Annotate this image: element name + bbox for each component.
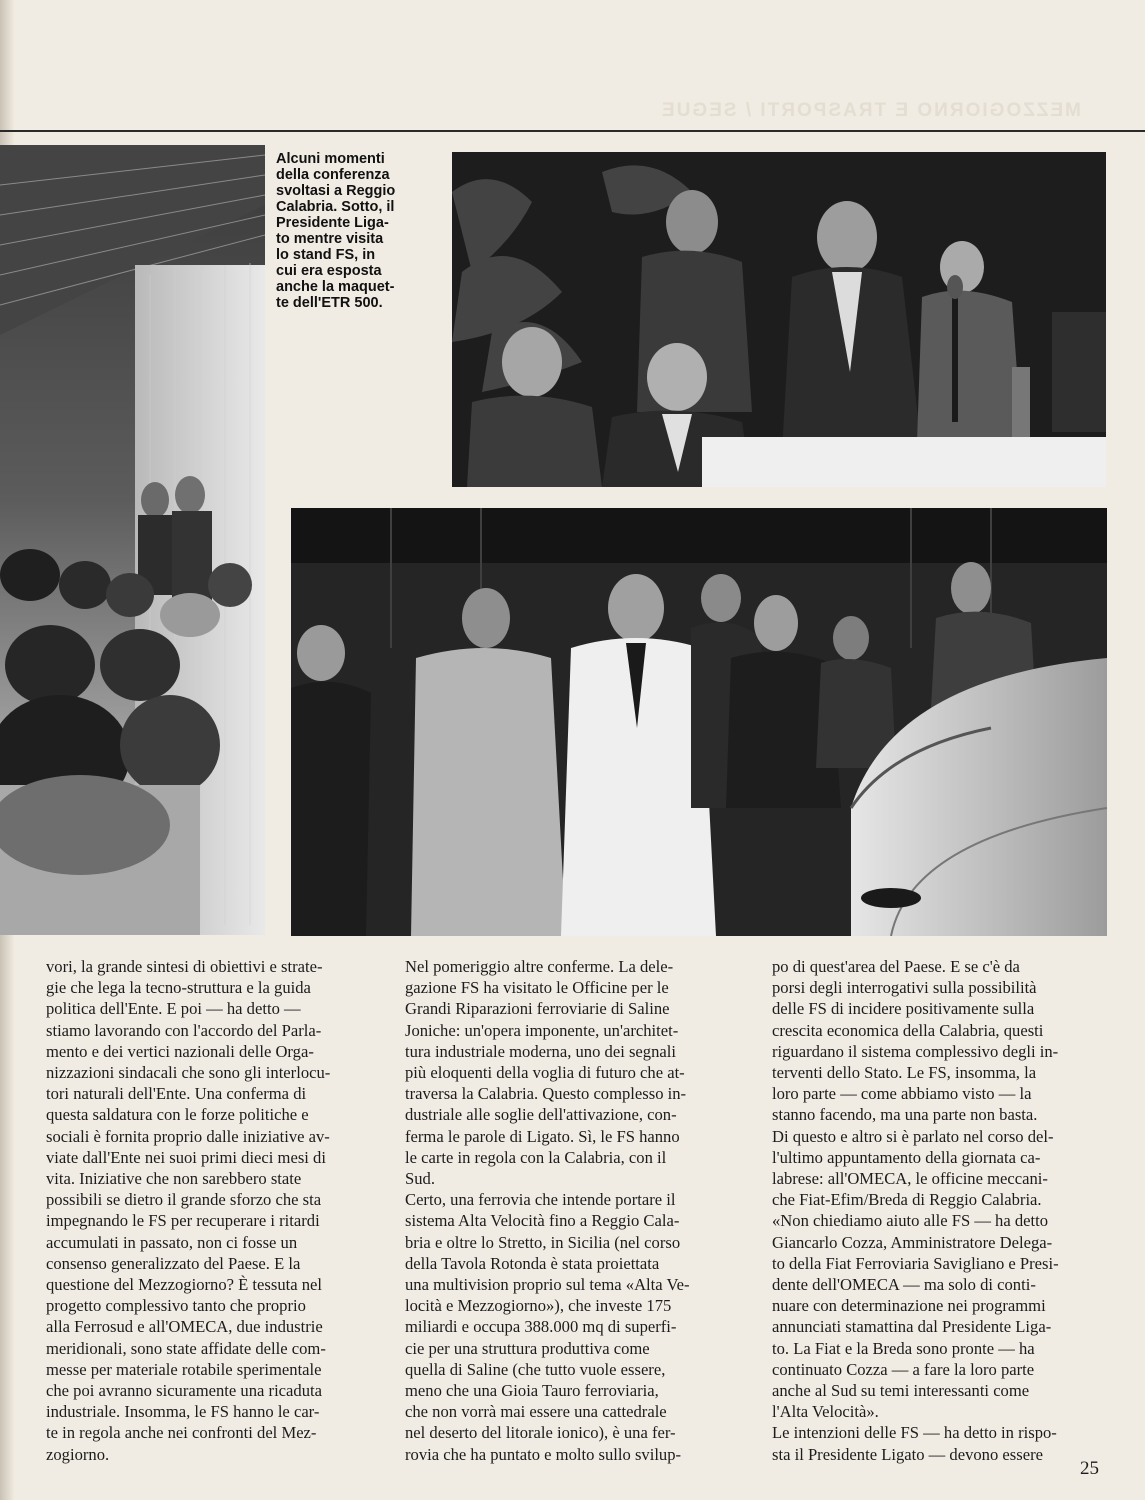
text-line: sociali è fornita proprio dalle iniziative av- xyxy=(46,1126,330,1146)
text-line: industriale. Insomma, le FS hanno le car- xyxy=(46,1402,320,1422)
text-line: stiamo lavorando con l'accordo del Parla- xyxy=(46,1020,322,1040)
text-line: questa saldatura con le forze politiche e xyxy=(46,1105,309,1125)
text-line: tura industriale moderna, uno dei segnali xyxy=(405,1041,676,1061)
text-line: «Non chiediamo aiuto alle FS — ha detto xyxy=(772,1211,1049,1231)
text-line: stanno facendo, ma una parte non basta. xyxy=(772,1105,1038,1125)
text-line: politica dell'Ente. E poi — ha detto — xyxy=(46,999,301,1019)
text-line: meno che una Gioia Tauro ferroviaria, xyxy=(405,1381,659,1401)
text-line: te in regola anche nei confronti del Mez- xyxy=(46,1423,317,1443)
text-line: che non vorrà mai essere una cattedrale xyxy=(405,1402,667,1422)
text-line: sta il Presidente Ligato — devono essere xyxy=(772,1444,1043,1464)
caption-line: te dell'ETR 500. xyxy=(276,295,383,311)
text-line: gie che lega la tecno-struttura e la guida xyxy=(46,978,311,998)
article-column-1 xyxy=(46,956,391,1465)
text-line: po di quest'area del Paese. E se c'è da xyxy=(772,957,1020,976)
text-line: sistema Alta Velocità fino a Reggio Cala- xyxy=(405,1211,680,1231)
text-line: porsi degli interrogativi sulla possibilità xyxy=(772,978,1037,998)
text-line: Nel pomeriggio altre conferme. La dele- xyxy=(405,957,674,976)
text-line: l'Alta Velocità». xyxy=(772,1402,879,1422)
caption-line: Presidente Liga- xyxy=(276,215,389,231)
article-column-3 xyxy=(772,956,1117,1465)
text-line: to della Fiat Ferroviaria Savigliano e Presi- xyxy=(772,1253,1059,1273)
text-line: traversa la Calabria. Questo complesso in- xyxy=(405,1084,687,1104)
text-line: Joniche: un'opera imponente, un'architet- xyxy=(405,1020,679,1040)
caption-line: cui era esposta xyxy=(276,263,382,279)
text-line: Le intenzioni delle FS — ha detto in rispo- xyxy=(772,1423,1057,1443)
text-line: nizzazioni sindacali che sono gli interlocu- xyxy=(46,1063,331,1083)
text-line: anche al Sud su temi interessanti come xyxy=(772,1381,1030,1401)
caption-line: anche la maquet- xyxy=(276,279,395,295)
text-line: della Tavola Rotonda è stata proiettata xyxy=(405,1253,660,1273)
text-line: terventi dello Stato. Le FS, insomma, la xyxy=(772,1063,1037,1083)
article-column-2 xyxy=(405,956,747,1465)
text-line: continuato Cozza — a fare la loro parte xyxy=(772,1359,1035,1379)
text-line: che Fiat-Efim/Breda di Reggio Calabria. xyxy=(772,1190,1042,1210)
text-line: le carte in regola con la Calabria, con il xyxy=(405,1147,667,1167)
text-line: gazione FS ha visitato le Officine per le xyxy=(405,978,669,998)
text-line: alla Ferrosud e all'OMECA, due industrie xyxy=(46,1317,323,1337)
text-line: mento e dei vertici nazionali delle Orga- xyxy=(46,1041,314,1061)
text-line: l'ultimo appuntamento della giornata ca- xyxy=(772,1147,1041,1167)
text-line: messe per materiale rotabile sperimentale xyxy=(46,1359,322,1379)
text-line: Di questo e altro si è parlato nel corso del- xyxy=(772,1126,1054,1146)
caption-line: to mentre visita xyxy=(276,231,384,247)
text-line: una multivision proprio sul tema «Alta Ve- xyxy=(405,1275,690,1295)
text-line: tori naturali dell'Ente. Una conferma di xyxy=(46,1084,307,1104)
caption-line: Calabria. Sotto, il xyxy=(276,199,395,215)
text-line: nuare con determinazione nei programmi xyxy=(772,1296,1046,1316)
section-header-showthrough: MEZZOGIORNO E TRASPORTI / SEGUE xyxy=(660,100,1081,121)
text-line: delle FS di incidere positivamente sulla xyxy=(772,999,1035,1019)
caption-line: della conferenza xyxy=(276,167,390,183)
text-line: viate dall'Ente nei suoi primi dieci mesi di xyxy=(46,1147,326,1167)
text-line: dente dell'OMECA — ma solo di conti- xyxy=(772,1275,1036,1295)
text-line: rovia che ha puntato e molto sullo svilup- xyxy=(405,1444,682,1464)
text-line: Grandi Riparazioni ferroviarie di Saline xyxy=(405,999,670,1019)
text-line: questione del Mezzogiorno? È tessuta nel xyxy=(46,1275,323,1295)
text-line: Sud. xyxy=(405,1169,435,1189)
text-line: cie per una struttura produttiva come xyxy=(405,1338,650,1358)
photo-fs-stand-visit xyxy=(291,508,1107,936)
text-line: vori, la grande sintesi di obiettivi e strate- xyxy=(46,957,323,976)
page-number: 25 xyxy=(1080,1458,1099,1479)
photo-conference-audience xyxy=(0,145,265,935)
text-line: consenso generalizzato del Paese. E la xyxy=(46,1253,301,1273)
text-line: Giancarlo Cozza, Amministratore Delega- xyxy=(772,1232,1053,1252)
photo-conference-handshake xyxy=(452,152,1106,487)
text-line: to. La Fiat e la Breda sono pronte — ha xyxy=(772,1338,1035,1358)
text-line: accumulati in passato, non ci fosse un xyxy=(46,1232,298,1252)
text-line: vita. Iniziative che non sarebbero state xyxy=(46,1169,302,1189)
text-line: crescita economica della Calabria, questi xyxy=(772,1020,1044,1040)
text-line: miliardi e occupa 388.000 mq di superfi- xyxy=(405,1317,677,1337)
caption-line: Alcuni momenti xyxy=(276,151,385,167)
text-line: locità e Mezzogiorno»), che investe 175 xyxy=(405,1296,672,1316)
text-line: ferma le parole di Ligato. Sì, le FS hanno xyxy=(405,1126,680,1146)
header-rule xyxy=(0,130,1145,132)
text-line: zogiorno. xyxy=(46,1444,110,1464)
caption-line: svoltasi a Reggio xyxy=(276,183,396,199)
text-line: loro parte — come abbiamo visto — la xyxy=(772,1084,1032,1104)
text-line: possibili se dietro il grande sforzo che sta xyxy=(46,1190,322,1210)
text-line: meridionali, sono state affidate delle com- xyxy=(46,1338,326,1358)
text-line: dustriale alle soglie dell'attivazione, con- xyxy=(405,1105,677,1125)
text-line: nel deserto del litorale ionico), è una fer- xyxy=(405,1423,676,1443)
caption-line: lo stand FS, in xyxy=(276,247,376,263)
text-line: quella di Saline (che tutto vuole essere, xyxy=(405,1359,666,1379)
text-line: labrese: all'OMECA, le officine meccani- xyxy=(772,1169,1048,1189)
text-line: che poi avranno sicuramente una ricaduta xyxy=(46,1381,322,1401)
text-line: annunciati stamattina dal Presidente Liga- xyxy=(772,1317,1052,1337)
text-line: più eloquenti della voglia di futuro che at- xyxy=(405,1063,685,1083)
text-line: bria e oltre lo Stretto, in Sicilia (nel corso xyxy=(405,1232,681,1252)
text-line: impegnando le FS per recuperare i ritardi xyxy=(46,1211,320,1231)
text-line: Certo, una ferrovia che intende portare il xyxy=(405,1190,676,1210)
text-line: progetto complessivo tanto che proprio xyxy=(46,1296,306,1316)
photo-caption xyxy=(276,151,428,311)
text-line: riguardano il sistema complessivo degli in- xyxy=(772,1041,1059,1061)
